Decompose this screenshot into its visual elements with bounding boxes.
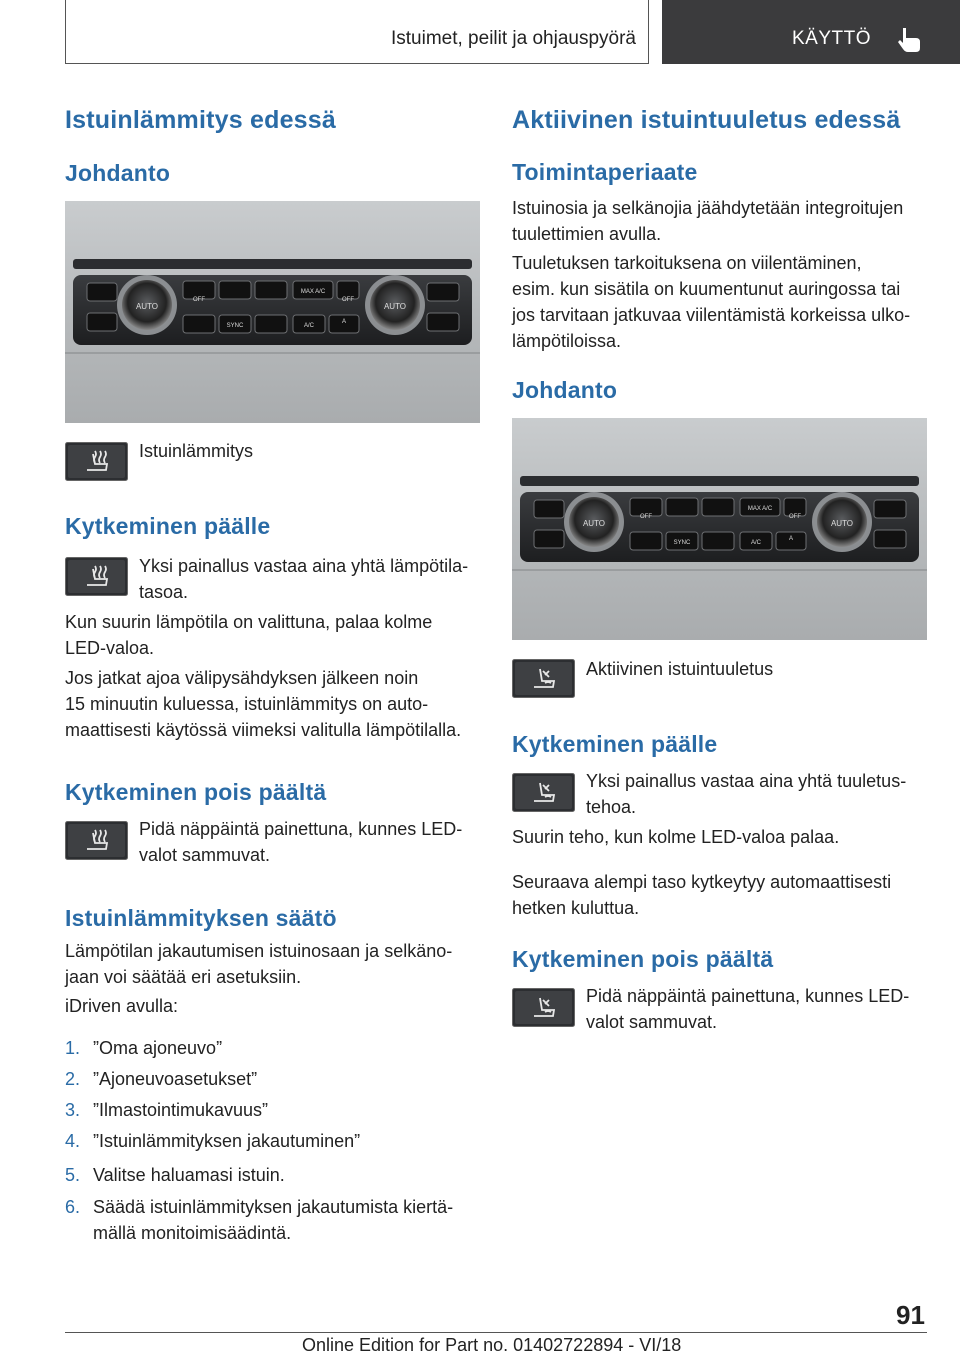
chapter-tab-label: KÄYTTÖ bbox=[792, 28, 872, 49]
seat-ventilation-off-icon bbox=[512, 988, 575, 1027]
right-on-heading: Kytkeminen päälle bbox=[512, 731, 718, 757]
header-frame bbox=[65, 0, 649, 64]
list-item-text: Valitse haluamasi istuin. bbox=[93, 1165, 285, 1185]
seat-heating-off-icon bbox=[65, 821, 128, 860]
list-item-number: 6. bbox=[65, 1197, 81, 1217]
left-adjust-heading: Istuinlämmityksen säätö bbox=[65, 905, 337, 931]
list-item-text: ”Ajoneuvoasetukset” bbox=[93, 1069, 258, 1089]
right-off-icon-text: Pidä näppäintä painettuna, kunnes LED- valot sammuvat. bbox=[586, 986, 910, 1032]
chapter-tab[interactable] bbox=[662, 0, 960, 64]
seat-heating-caption: Istuinlämmitys bbox=[139, 441, 254, 461]
left-on-para2: Jos jatkat ajoa välipysähdyksen jälkeen noin 15 minuutin kuluessa, istuinlämmitys on auto- maattisesti käytössä viimeksi valitulla lämpötilalla. bbox=[65, 668, 462, 740]
seat-ventilation-icon bbox=[512, 659, 575, 698]
svg-text:SYNC: SYNC bbox=[673, 540, 691, 546]
list-item-text: Säädä istuinlämmityksen jakautumista kiertä- mällä monitoimisäädintä. bbox=[93, 1197, 454, 1243]
seat-ventilation-caption: Aktiivinen istuintuuletus bbox=[586, 659, 774, 679]
seat-heating-on-icon bbox=[65, 557, 128, 596]
left-on-icon-text: Yksi painallus vastaa aina yhtä lämpötila- tasoa. bbox=[139, 556, 469, 602]
svg-text:AUTO: AUTO bbox=[830, 519, 854, 528]
svg-text:OFF: OFF bbox=[342, 297, 354, 303]
climate-control-photo bbox=[512, 418, 927, 640]
right-title: Aktiivinen istuintuuletus edessä bbox=[512, 106, 901, 134]
page-number: 91 bbox=[896, 1300, 925, 1330]
section-title: Istuimet, peilit ja ohjauspyörä bbox=[390, 28, 636, 49]
list-item-text: ”Oma ajoneuvo” bbox=[93, 1038, 223, 1058]
list-item-text: ”Ilmastointimukavuus” bbox=[93, 1100, 269, 1120]
svg-text:OFF: OFF bbox=[640, 514, 652, 520]
right-principle-heading: Toimintaperiaate bbox=[512, 159, 698, 185]
svg-text:MAX A/C: MAX A/C bbox=[300, 289, 326, 295]
right-off-heading: Kytkeminen pois päältä bbox=[512, 946, 774, 972]
right-on-para1: Suurin teho, kun kolme LED-valoa palaa. bbox=[512, 827, 840, 847]
list-item-number: 5. bbox=[65, 1165, 81, 1185]
left-intro-heading: Johdanto bbox=[65, 160, 171, 186]
svg-text:AUTO: AUTO bbox=[135, 302, 159, 311]
footer-divider bbox=[65, 1332, 927, 1333]
svg-text:OFF: OFF bbox=[789, 514, 801, 520]
right-on-icon-text: Yksi painallus vastaa aina yhtä tuuletus- tehoa. bbox=[586, 771, 907, 817]
hand-pointer-icon bbox=[894, 24, 924, 54]
svg-text:A: A bbox=[341, 319, 347, 325]
list-item-number: 2. bbox=[65, 1069, 81, 1089]
left-on-para1: Kun suurin lämpötila on valittuna, palaa kolme LED-valoa. bbox=[65, 612, 433, 658]
seat-ventilation-on-icon bbox=[512, 773, 575, 812]
list-item-number: 1. bbox=[65, 1038, 81, 1058]
right-on-para2: Seuraava alempi taso kytkeytyy automaattisesti hetken kuluttua. bbox=[512, 872, 892, 918]
left-adjust-para: Lämpötilan jakautumisen istuinosaan ja selkäno- jaan voi säätää eri asetuksiin. bbox=[65, 941, 453, 987]
edition-text: Online Edition for Part no. 01402722894 - VI/18 bbox=[302, 1335, 682, 1355]
svg-text:MAX A/C: MAX A/C bbox=[747, 506, 773, 512]
left-off-icon-text: Pidä näppäintä painettuna, kunnes LED- valot sammuvat. bbox=[139, 819, 463, 865]
left-title: Istuinlämmitys edessä bbox=[65, 106, 336, 134]
right-principle-para1: Istuinosia ja selkänojia jäähdytetään integroitujen tuulettimien avulla. bbox=[512, 198, 904, 244]
svg-text:SYNC: SYNC bbox=[226, 323, 244, 329]
svg-text:AUTO: AUTO bbox=[383, 302, 407, 311]
right-principle-para2: Tuuletuksen tarkoituksena on viilentäminen, esim. kun sisätila on kuumentunut auringossa tai jos tarvitaan jatkuvaa viilentämistä korkeissa ulko- lämpötiloissa. bbox=[512, 253, 911, 351]
list-item-text: ”Istuinlämmityksen jakautuminen” bbox=[93, 1131, 361, 1151]
svg-text:A: A bbox=[788, 536, 794, 542]
svg-text:A/C: A/C bbox=[303, 323, 315, 329]
svg-text:AUTO: AUTO bbox=[582, 519, 606, 528]
list-item-number: 3. bbox=[65, 1100, 81, 1120]
left-off-heading: Kytkeminen pois päältä bbox=[65, 779, 327, 805]
right-intro-heading: Johdanto bbox=[512, 377, 618, 403]
left-idrive-para: iDriven avulla: bbox=[65, 996, 179, 1016]
seat-heating-icon bbox=[65, 442, 128, 481]
svg-text:OFF: OFF bbox=[193, 297, 205, 303]
list-item-number: 4. bbox=[65, 1131, 81, 1151]
climate-control-photo bbox=[65, 201, 480, 423]
left-on-heading: Kytkeminen päälle bbox=[65, 513, 271, 539]
svg-text:A/C: A/C bbox=[750, 540, 762, 546]
